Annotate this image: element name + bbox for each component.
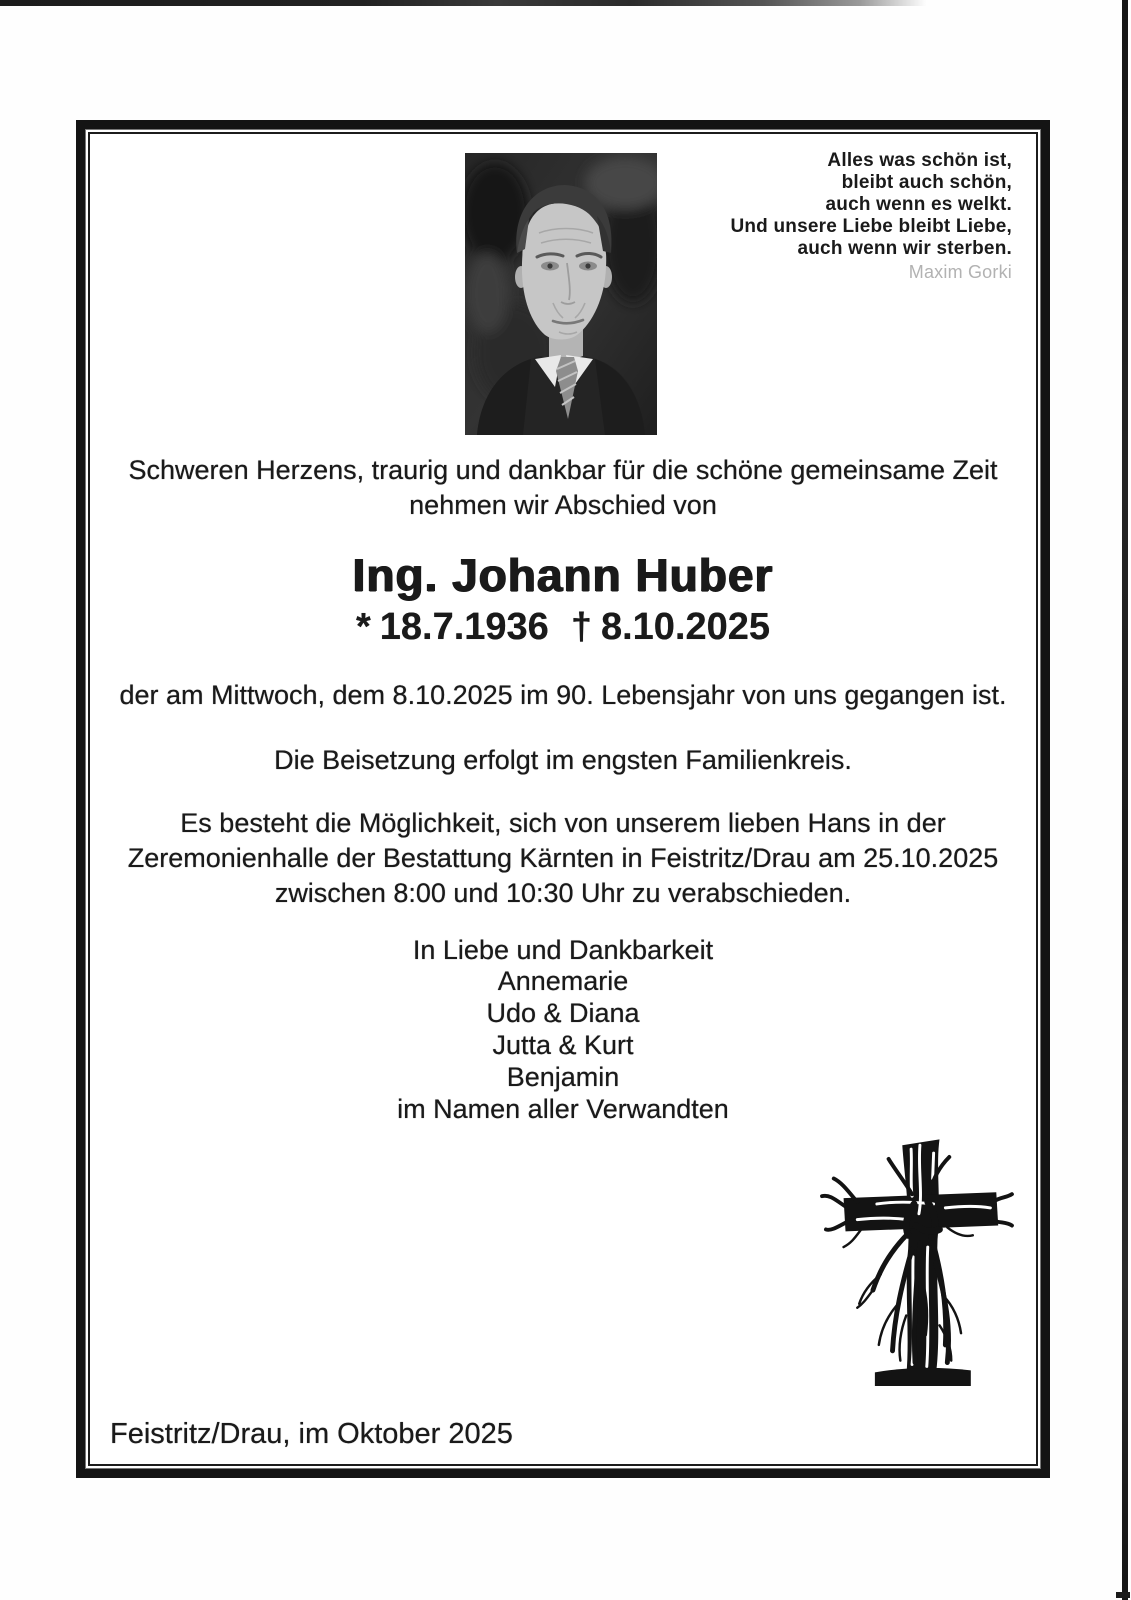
quote-line: auch wenn es welkt. <box>825 194 1012 215</box>
farewell-line-1: Es besteht die Möglichkeit, sich von unserem lieben Hans in der <box>180 808 946 838</box>
burial-notice: Die Beisetzung erfolgt im engsten Familienkreis. <box>274 745 852 775</box>
deceased-name: Ing. Johann Huber <box>352 549 774 601</box>
memorial-quote <box>730 150 1012 283</box>
life-dates <box>90 606 1036 649</box>
intro-line-1: Schweren Herzens, traurig und dankbar für die schöne gemeinsame Zeit <box>128 455 998 485</box>
mourner-name: im Namen aller Verwandten <box>397 1094 729 1124</box>
scan-artifact-top-smudge <box>0 0 955 6</box>
intro-text <box>90 453 1036 523</box>
place-date-line: Feistritz/Drau, im Oktober 2025 <box>110 1418 513 1450</box>
death-cross-symbol: † <box>570 606 592 648</box>
mourner-name: Jutta & Kurt <box>492 1030 634 1060</box>
farewell-info <box>90 806 1036 911</box>
quote-attribution: Maxim Gorki <box>908 262 1012 282</box>
quote-line: auch wenn wir sterben. <box>797 238 1012 259</box>
birth-date: 18.7.1936 <box>379 606 549 648</box>
mourners-heading: In Liebe und Dankbarkeit <box>412 935 714 965</box>
mourners-list <box>90 965 1036 1125</box>
mourner-name: Annemarie <box>497 966 629 996</box>
scan-artifact-right-edge-line <box>1122 0 1128 1600</box>
quote-line: Und unsere Liebe bleibt Liebe, <box>730 216 1012 237</box>
portrait-illustration <box>465 153 657 435</box>
quote-line: Alles was schön ist, <box>827 150 1012 171</box>
passing-announcement: der am Mittwoch, dem 8.10.2025 im 90. Lebensjahr von uns gegangen ist. <box>119 680 1007 710</box>
intro-line-2: nehmen wir Abschied von <box>409 490 717 520</box>
quote-line: bleibt auch schön, <box>841 172 1012 193</box>
birth-star-symbol: * <box>355 606 371 648</box>
mourner-name: Udo & Diana <box>486 998 640 1028</box>
cross-icon <box>818 1110 1014 1388</box>
cross-roots-artwork <box>818 1110 1014 1388</box>
farewell-line-2: Zeremonienhalle der Bestattung Kärnten in Feistritz/Drau am 25.10.2025 <box>127 843 999 873</box>
deceased-portrait-photo <box>465 153 657 435</box>
death-date: 8.10.2025 <box>600 606 771 648</box>
mourner-name: Benjamin <box>506 1062 620 1092</box>
scan-artifact-corner-mark <box>1116 1592 1130 1598</box>
farewell-line-3: zwischen 8:00 und 10:30 Uhr zu verabschieden. <box>274 878 852 908</box>
